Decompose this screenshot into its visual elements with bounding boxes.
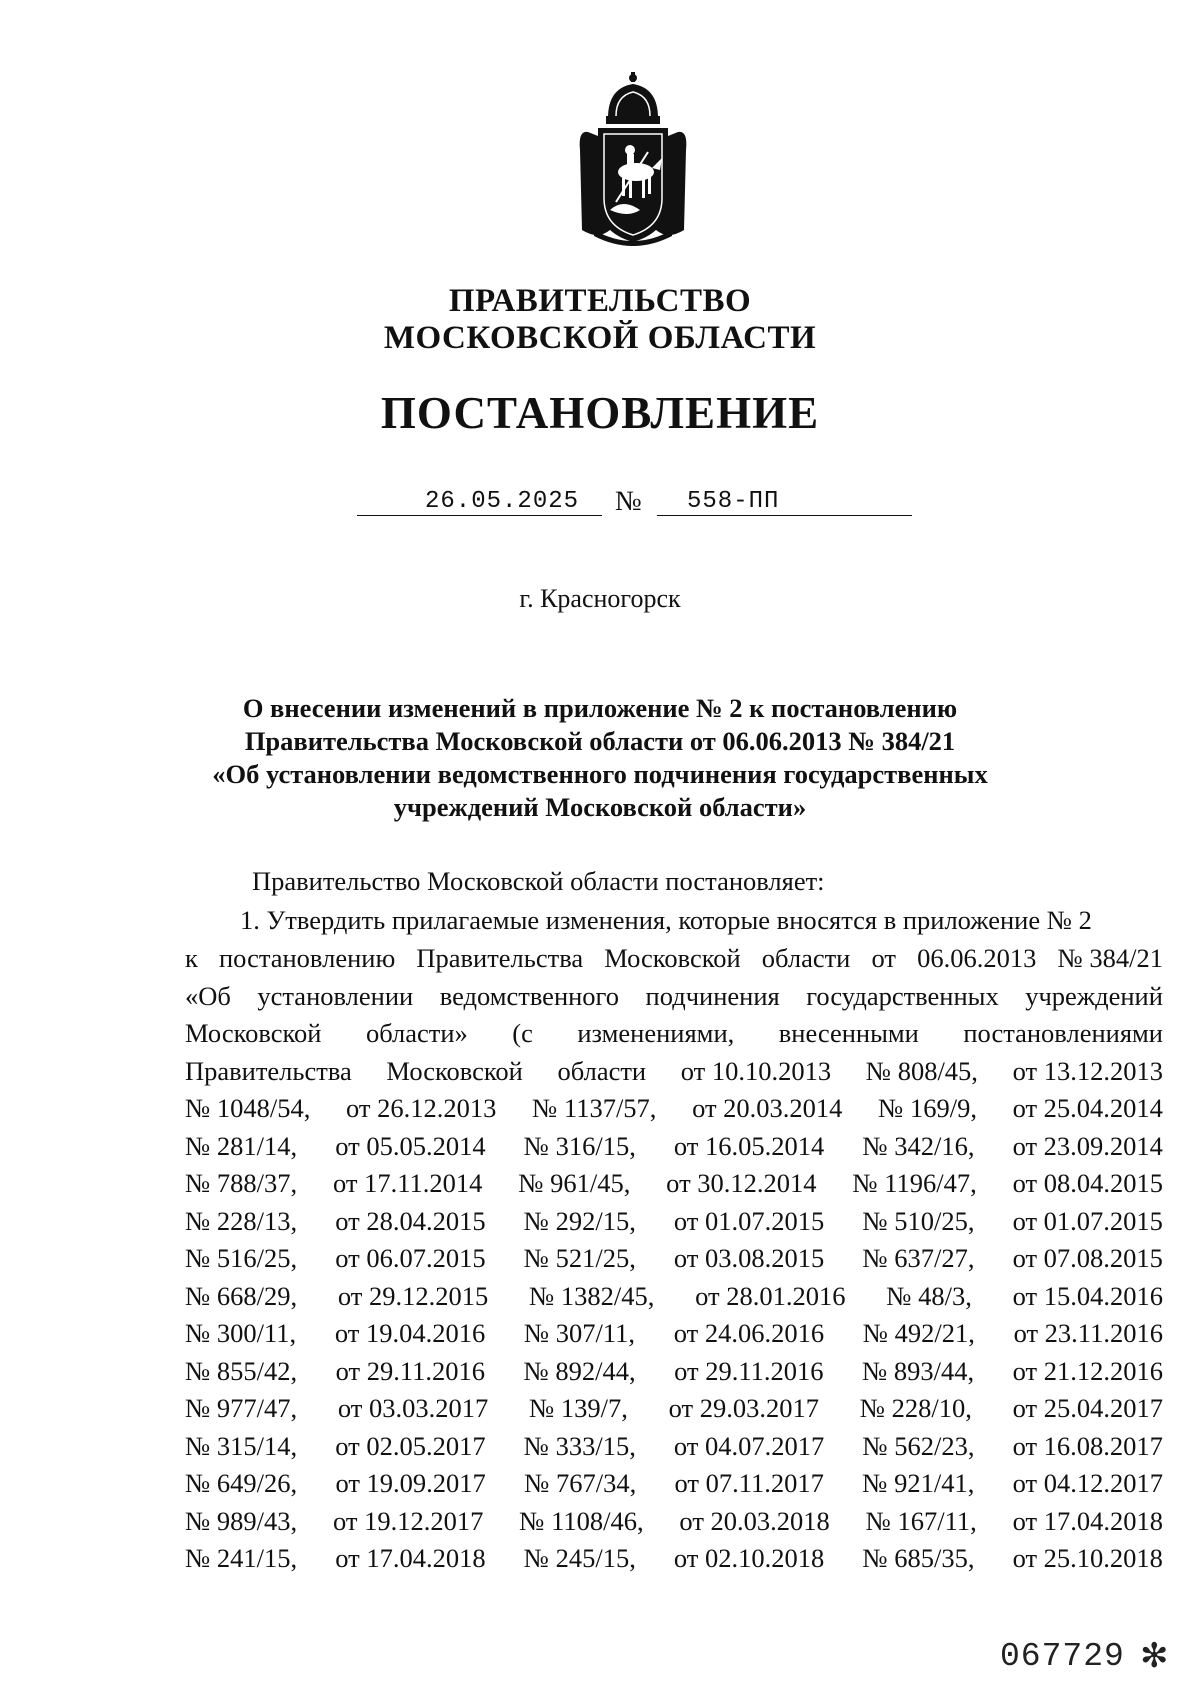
paragraph1-line xyxy=(185,1243,1163,1279)
paragraph1-line xyxy=(185,1318,1163,1354)
line-token: № 788/37, xyxy=(185,1168,298,1198)
line-token: № 1196/47, xyxy=(852,1168,977,1198)
date-underline xyxy=(357,515,602,516)
registration-line xyxy=(357,482,912,522)
paragraph1-line xyxy=(185,1168,1163,1204)
line-token: № 989/43, xyxy=(185,1505,298,1536)
line-token: от 29.12.2015 xyxy=(337,1280,489,1311)
subject-line: учреждений Московской области» xyxy=(393,792,807,822)
line-token: от 03.08.2015 xyxy=(673,1243,825,1273)
line-token: от 05.05.2014 xyxy=(335,1130,486,1161)
line-token: от 01.07.2015 xyxy=(673,1205,825,1236)
line-token: от xyxy=(871,943,896,973)
document-number: 558-ПП xyxy=(687,488,780,515)
line-token: от 29.11.2016 xyxy=(335,1355,486,1386)
line-token: № 48/3, xyxy=(886,1280,972,1311)
document-type-title: ПОСТАНОВЛЕНИЕ xyxy=(380,388,820,438)
line-token: Московской xyxy=(604,943,741,973)
line-token: № 169/9, xyxy=(878,1093,977,1123)
line-token: от 04.12.2017 xyxy=(1012,1468,1163,1498)
line-token: от 20.03.2014 xyxy=(692,1093,843,1123)
line-token: от 17.04.2018 xyxy=(335,1543,486,1573)
line-token: от 23.09.2014 xyxy=(1012,1130,1163,1161)
government-name-line2: МОСКОВСКОЙ ОБЛАСТИ xyxy=(383,320,817,356)
line-token: № 510/25, xyxy=(862,1205,975,1236)
paragraph1-line xyxy=(185,1056,1163,1092)
preamble: Правительство Московской области постановляет: xyxy=(252,866,825,896)
line-token: внесенными xyxy=(778,1018,919,1048)
line-token: от 29.03.2017 xyxy=(668,1393,819,1423)
line-token: ведомственного xyxy=(439,980,620,1011)
line-token: № 767/34, xyxy=(524,1468,637,1498)
line-token: области xyxy=(761,943,851,973)
line-token: подчинения xyxy=(645,980,780,1011)
serial-stamp: 067729 xyxy=(1000,1638,1125,1675)
line-token: № 281/14, xyxy=(185,1130,298,1161)
paragraph1-line xyxy=(185,1431,1163,1467)
subject-line: «Об установлении ведомственного подчинения государственных xyxy=(212,759,988,789)
place-of-issue: г. Красногорск xyxy=(519,584,681,613)
line-token: № 893/44, xyxy=(862,1355,975,1386)
paragraph1-line xyxy=(185,1468,1163,1504)
line-token: от 20.03.2018 xyxy=(679,1505,830,1536)
line-token: № 1137/57, xyxy=(532,1093,657,1123)
line-token: от 28.01.2016 xyxy=(695,1280,846,1311)
paragraph1-line xyxy=(185,1018,1163,1054)
line-token: области» xyxy=(365,1018,468,1048)
line-token: от 19.04.2016 xyxy=(334,1318,486,1348)
number-underline xyxy=(657,515,912,516)
line-token: постановлениями xyxy=(963,1018,1163,1048)
line-token: от 02.10.2018 xyxy=(673,1543,825,1573)
line-token: № 892/44, xyxy=(523,1355,636,1386)
coat-of-arms-icon xyxy=(568,70,698,250)
line-token: № 649/26, xyxy=(185,1468,298,1498)
subject-line: Правительства Московской области от 06.06.2013 № 384/21 xyxy=(244,726,956,756)
line-token: постановлению xyxy=(218,943,396,973)
line-token: № 1048/54, xyxy=(185,1093,311,1123)
line-token: № 521/25, xyxy=(523,1243,636,1273)
line-token: от 01.07.2015 xyxy=(1012,1205,1163,1236)
line-token: № 300/11, xyxy=(185,1318,297,1348)
line-token: к xyxy=(185,943,198,973)
line-token: № 228/10, xyxy=(859,1393,972,1423)
line-token: от 02.05.2017 xyxy=(335,1430,486,1461)
line-token: № 315/14, xyxy=(185,1430,298,1461)
line-token: от 25.10.2018 xyxy=(1012,1543,1163,1573)
line-token: от 19.09.2017 xyxy=(335,1468,486,1498)
line-token: № 1108/46, xyxy=(519,1505,644,1536)
line-token: от 10.10.2013 xyxy=(680,1055,832,1086)
line-token: государственных xyxy=(806,980,999,1011)
line-token: № 492/21, xyxy=(862,1318,975,1348)
line-token: от 16.05.2014 xyxy=(673,1130,825,1161)
line-token: от 15.04.2016 xyxy=(1012,1280,1163,1311)
line-token: № 516/25, xyxy=(185,1243,298,1273)
number-sign: № xyxy=(615,486,642,517)
line-token: от 16.08.2017 xyxy=(1012,1430,1163,1461)
line-token: от 06.07.2015 xyxy=(335,1243,486,1273)
line-token: № 342/16, xyxy=(862,1130,975,1161)
subject-line: О внесении изменений в приложение № 2 к постановлению xyxy=(242,693,958,723)
line-token: № 977/47, xyxy=(185,1393,298,1423)
line-token: от 07.08.2015 xyxy=(1012,1243,1163,1273)
line-token: № 228/13, xyxy=(185,1205,298,1236)
paragraph1-line xyxy=(185,1543,1163,1579)
paragraph1-line xyxy=(185,1093,1163,1129)
line-token: от 04.07.2017 xyxy=(673,1430,825,1461)
paragraph1-line xyxy=(185,1506,1163,1542)
line-token: от 23.11.2016 xyxy=(1013,1318,1163,1348)
line-token: от 17.04.2018 xyxy=(1012,1505,1163,1536)
line-token: № 316/15, xyxy=(523,1130,636,1161)
line-token: от 26.12.2013 xyxy=(346,1093,497,1123)
paragraph1-first-line: 1. Утвердить прилагаемые изменения, которые вносятся в приложение № 2 xyxy=(240,905,1092,935)
line-token: № 637/27, xyxy=(862,1243,975,1273)
paragraph1-line xyxy=(185,1356,1163,1392)
line-token: от 21.12.2016 xyxy=(1012,1355,1163,1386)
line-token: установлении xyxy=(257,980,414,1011)
line-token: от 30.12.2014 xyxy=(666,1168,817,1198)
line-token: № 961/45, xyxy=(518,1168,631,1198)
line-token: № 1382/45, xyxy=(528,1280,655,1311)
paragraph1-line xyxy=(185,943,1163,979)
line-token: от 03.03.2017 xyxy=(337,1393,489,1423)
line-token: от 24.06.2016 xyxy=(673,1318,825,1348)
line-token: от 25.04.2014 xyxy=(1012,1093,1163,1123)
line-token: № 241/15, xyxy=(185,1543,298,1573)
line-token: области xyxy=(557,1055,647,1086)
line-token: Правительства xyxy=(185,1055,352,1086)
line-token: изменениями, xyxy=(577,1018,735,1048)
line-token: № 292/15, xyxy=(523,1205,636,1236)
line-token: от 13.12.2013 xyxy=(1012,1055,1163,1086)
line-token: от 07.11.2017 xyxy=(674,1468,824,1498)
line-token: № 685/35, xyxy=(862,1543,975,1573)
line-token: Правительства xyxy=(416,943,584,973)
line-token: № 333/15, xyxy=(523,1430,636,1461)
paragraph1-line xyxy=(185,981,1163,1017)
line-token: № 668/29, xyxy=(185,1280,298,1311)
line-token: № 139/7, xyxy=(528,1393,628,1423)
line-token: от 28.04.2015 xyxy=(335,1205,486,1236)
line-token: № 921/41, xyxy=(862,1468,975,1498)
line-token: № 855/42, xyxy=(185,1355,298,1386)
document-date: 26.05.2025 xyxy=(425,488,580,515)
line-token: 06.06.2013 xyxy=(917,943,1037,973)
paragraph1-line xyxy=(185,1131,1163,1167)
line-token: от 19.12.2017 xyxy=(332,1505,484,1536)
line-token: № 167/11, xyxy=(865,1505,977,1536)
line-token: № 307/11, xyxy=(523,1318,636,1348)
government-name-line1: ПРАВИТЕЛЬСТВО xyxy=(448,283,752,319)
line-token: № 808/45, xyxy=(865,1055,978,1086)
line-token: учреждений xyxy=(1025,980,1163,1011)
line-token: от 25.04.2017 xyxy=(1012,1393,1163,1423)
line-token: № 245/15, xyxy=(523,1543,636,1573)
line-token: от 29.11.2016 xyxy=(674,1355,824,1386)
line-token: «Об xyxy=(185,980,231,1011)
paragraph1-line xyxy=(185,1393,1163,1429)
paragraph1-line xyxy=(185,1281,1163,1317)
paragraph1-line xyxy=(185,1206,1163,1242)
line-token: № 384/21 xyxy=(1057,943,1163,973)
line-token: № 562/23, xyxy=(862,1430,975,1461)
line-token: (с xyxy=(512,1018,533,1048)
stamp-mark-icon: ✻ xyxy=(1140,1638,1169,1675)
line-token: от 17.11.2014 xyxy=(332,1168,483,1198)
line-token: от 08.04.2015 xyxy=(1012,1168,1163,1198)
line-token: Московской xyxy=(185,1018,322,1048)
line-token: Московской xyxy=(386,1055,523,1086)
